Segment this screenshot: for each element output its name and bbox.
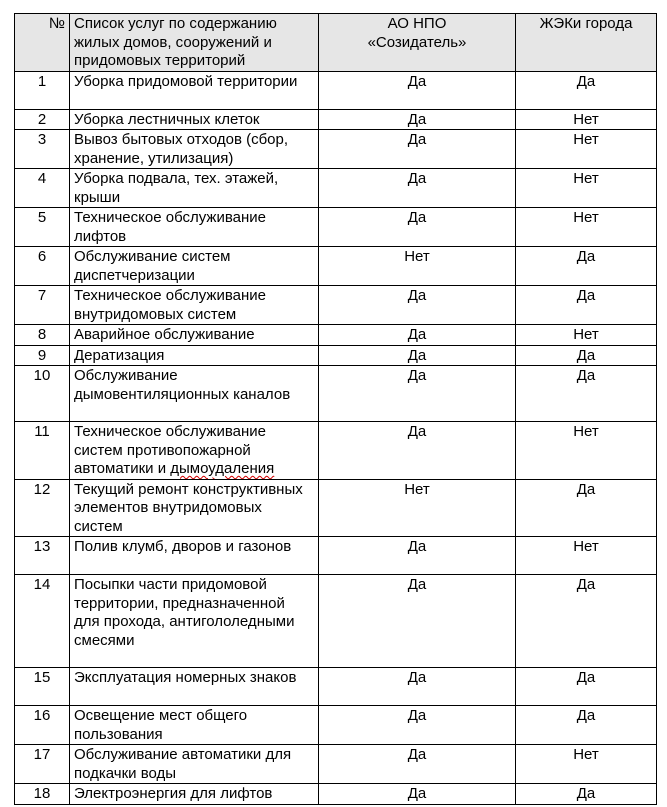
housing-office-value: Да bbox=[516, 366, 657, 422]
row-number: 9 bbox=[15, 345, 70, 366]
table-row bbox=[15, 537, 657, 575]
row-number: 11 bbox=[15, 422, 70, 480]
row-number: 14 bbox=[15, 575, 70, 668]
housing-office-value: Да bbox=[516, 784, 657, 805]
housing-office-value: Да bbox=[516, 286, 657, 325]
row-number: 15 bbox=[15, 668, 70, 706]
table-row bbox=[15, 208, 657, 247]
table-row bbox=[15, 71, 657, 109]
row-number: 18 bbox=[15, 784, 70, 805]
row-number: 8 bbox=[15, 325, 70, 346]
company-value: Да bbox=[319, 169, 516, 208]
housing-office-value: Да bbox=[516, 71, 657, 109]
service-name: Эксплуатация номерных знаков bbox=[70, 668, 319, 706]
company-value: Да bbox=[319, 109, 516, 130]
company-value: Да bbox=[319, 575, 516, 668]
header-row bbox=[15, 14, 657, 72]
housing-office-value: Нет bbox=[516, 208, 657, 247]
service-name: Посыпки части придомовой территории, предназначенной для прохода, антигололедными смесями bbox=[70, 575, 319, 668]
housing-office-value: Нет bbox=[516, 325, 657, 346]
row-number: 4 bbox=[15, 169, 70, 208]
housing-office-value: Нет bbox=[516, 745, 657, 784]
housing-office-value: Нет bbox=[516, 169, 657, 208]
company-value: Да bbox=[319, 130, 516, 169]
row-number: 10 bbox=[15, 366, 70, 422]
spellcheck-underlined-word: дымоудаления bbox=[170, 460, 275, 477]
housing-office-value: Нет bbox=[516, 109, 657, 130]
table-row bbox=[15, 345, 657, 366]
table-row bbox=[15, 169, 657, 208]
header-company bbox=[319, 14, 516, 72]
row-number: 17 bbox=[15, 745, 70, 784]
company-value: Нет bbox=[319, 479, 516, 537]
table-row bbox=[15, 479, 657, 537]
service-name: Обслуживание автоматики для подкачки воды bbox=[70, 745, 319, 784]
table-row bbox=[15, 247, 657, 286]
table-row bbox=[15, 706, 657, 745]
service-name: Уборка подвала, тех. этажей, крыши bbox=[70, 169, 319, 208]
company-value: Да bbox=[319, 366, 516, 422]
table-row bbox=[15, 286, 657, 325]
company-value: Да bbox=[319, 784, 516, 805]
service-name: Электроэнергия для лифтов bbox=[70, 784, 319, 805]
housing-office-value: Да bbox=[516, 706, 657, 745]
header-number: № bbox=[15, 14, 70, 72]
housing-office-value: Да bbox=[516, 668, 657, 706]
service-name: Дератизация bbox=[70, 345, 319, 366]
table-row bbox=[15, 745, 657, 784]
housing-office-value: Да bbox=[516, 247, 657, 286]
table-row bbox=[15, 109, 657, 130]
service-name: Аварийное обслуживание bbox=[70, 325, 319, 346]
service-name-text: Техническое обслуживание систем противопожарной автоматики и bbox=[74, 423, 266, 477]
row-number: 1 bbox=[15, 71, 70, 109]
company-value: Да bbox=[319, 286, 516, 325]
header-company-line1: АО НПО bbox=[387, 15, 447, 32]
company-value: Да bbox=[319, 706, 516, 745]
company-value: Нет bbox=[319, 247, 516, 286]
services-table bbox=[14, 13, 657, 805]
header-company-line2: «Созидатель» bbox=[367, 33, 467, 51]
company-value: Да bbox=[319, 422, 516, 480]
service-name: Техническое обслуживание внутридомовых систем bbox=[70, 286, 319, 325]
table-row bbox=[15, 668, 657, 706]
company-value: Да bbox=[319, 208, 516, 247]
row-number: 5 bbox=[15, 208, 70, 247]
company-value: Да bbox=[319, 71, 516, 109]
service-name: Уборка лестничных клеток bbox=[70, 109, 319, 130]
header-service: Список услуг по содержанию жилых домов, сооружений и придомовых территорий bbox=[70, 14, 319, 72]
table-row bbox=[15, 325, 657, 346]
service-name: Текущий ремонт конструктивных элементов внутридомовых систем bbox=[70, 479, 319, 537]
table-row bbox=[15, 366, 657, 422]
table-row bbox=[15, 784, 657, 805]
row-number: 12 bbox=[15, 479, 70, 537]
row-number: 7 bbox=[15, 286, 70, 325]
company-value: Да bbox=[319, 345, 516, 366]
table-row bbox=[15, 130, 657, 169]
company-value: Да bbox=[319, 745, 516, 784]
service-name: Обслуживание систем диспетчеризации bbox=[70, 247, 319, 286]
table-row bbox=[15, 575, 657, 668]
housing-office-value: Да bbox=[516, 345, 657, 366]
housing-office-value: Да bbox=[516, 479, 657, 537]
service-name: Полив клумб, дворов и газонов bbox=[70, 537, 319, 575]
row-number: 3 bbox=[15, 130, 70, 169]
housing-office-value: Нет bbox=[516, 422, 657, 480]
row-number: 13 bbox=[15, 537, 70, 575]
housing-office-value: Нет bbox=[516, 537, 657, 575]
service-name bbox=[70, 422, 319, 480]
row-number: 6 bbox=[15, 247, 70, 286]
table-row bbox=[15, 422, 657, 480]
housing-office-value: Нет bbox=[516, 130, 657, 169]
company-value: Да bbox=[319, 325, 516, 346]
service-name: Вывоз бытовых отходов (сбор, хранение, утилизация) bbox=[70, 130, 319, 169]
housing-office-value: Да bbox=[516, 575, 657, 668]
service-name: Освещение мест общего пользования bbox=[70, 706, 319, 745]
company-value: Да bbox=[319, 668, 516, 706]
service-name: Уборка придомовой территории bbox=[70, 71, 319, 109]
service-name: Техническое обслуживание лифтов bbox=[70, 208, 319, 247]
row-number: 16 bbox=[15, 706, 70, 745]
row-number: 2 bbox=[15, 109, 70, 130]
company-value: Да bbox=[319, 537, 516, 575]
service-name: Обслуживание дымовентиляционных каналов bbox=[70, 366, 319, 422]
header-housing-office: ЖЭКи города bbox=[516, 14, 657, 72]
